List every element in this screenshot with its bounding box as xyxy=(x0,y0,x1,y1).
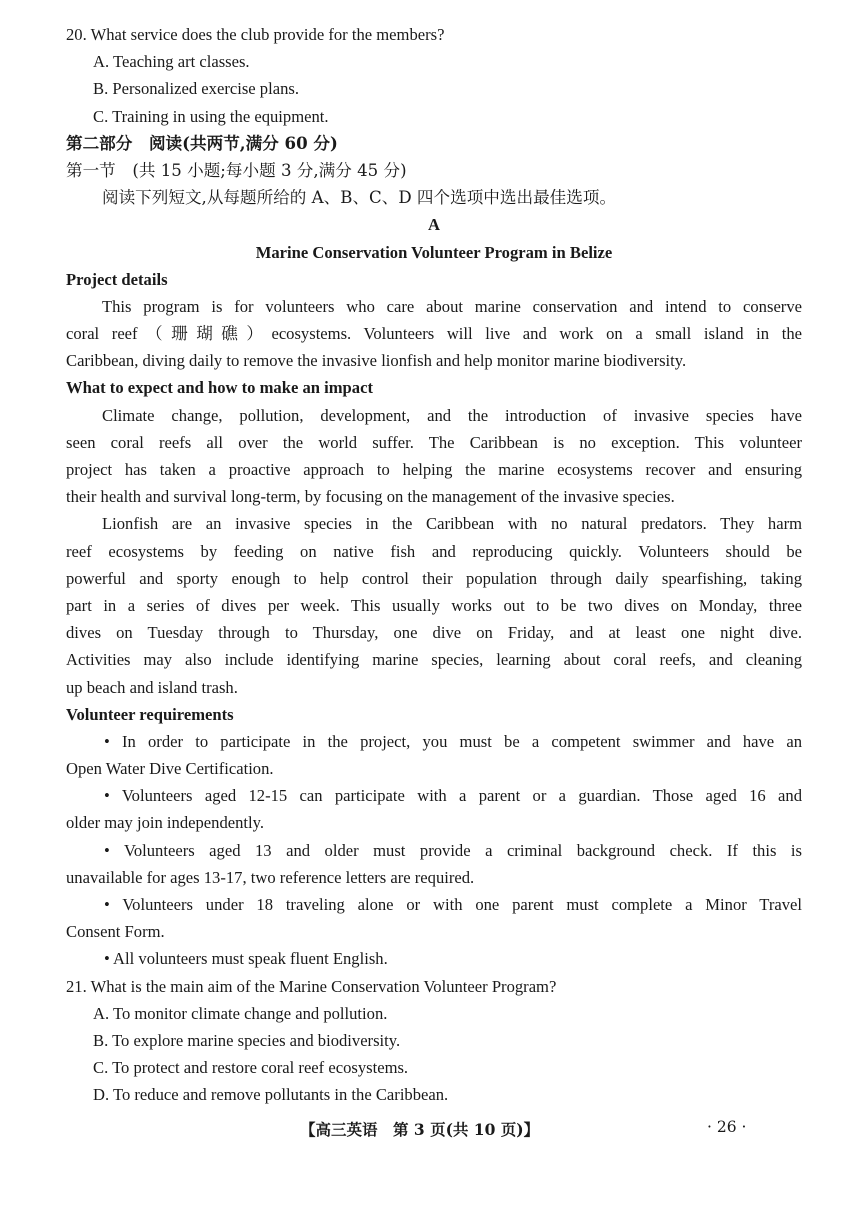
q20-option-b: B. Personalized exercise plans. xyxy=(93,79,299,99)
passage-letter: A xyxy=(428,215,440,235)
paragraph-line: seen coral reefs all over the world suffer. The Caribbean is no exception. This volunteer xyxy=(66,432,802,452)
section1-heading: 第一节 (共 15 小题;每小题 3 分,满分 45 分) xyxy=(66,160,407,180)
paragraph-line: their health and survival long-term, by focusing on the management of the invasive species. xyxy=(66,487,675,507)
paragraph-line: reef ecosystems by feeding on native fish and reproducing quickly. Volunteers should be xyxy=(66,541,802,561)
paragraph-line: project has taken a proactive approach to helping the marine ecosystems recover and ensuring xyxy=(66,460,802,479)
paragraph-line: This program is for volunteers who care about marine conservation and intend to conserve xyxy=(102,296,802,316)
q21-option-b: B. To explore marine species and biodiversity. xyxy=(93,1030,401,1050)
exam-page xyxy=(66,21,802,1109)
paragraph-line: part in a series of dives per week. This usually works out to be two dives on Monday, three xyxy=(66,595,802,615)
paragraph-line: coral reef（珊瑚礁）ecosystems. Volunteers will live and work on a small island in the xyxy=(66,324,802,344)
q20-stem: 20. What service does the club provide for the members? xyxy=(66,25,445,44)
requirement-line: • Volunteers aged 13 and older must provide a criminal background check. If this is xyxy=(104,840,802,860)
section-heading-project-details: Project details xyxy=(66,269,168,289)
q20-option-a: A. Teaching art classes. xyxy=(93,52,250,72)
requirement-line: • All volunteers must speak fluent English. xyxy=(104,949,388,969)
paragraph-line: up beach and island trash. xyxy=(66,677,238,697)
paragraph-line: powerful and sporty enough to help control their population through daily spearfishing, taking xyxy=(66,568,802,588)
paragraph-line: Caribbean, diving daily to remove the invasive lionfish and help monitor marine biodiversity. xyxy=(66,351,687,371)
q20-option-c: C. Training in using the equipment. xyxy=(93,106,329,126)
q21-stem: 21. What is the main aim of the Marine Conservation Volunteer Program? xyxy=(66,976,557,996)
q21-option-c: C. To protect and restore coral reef ecosystems. xyxy=(93,1058,409,1078)
section-heading-impact: What to expect and how to make an impact xyxy=(66,378,373,398)
paragraph-line: Climate change, pollution, development, and the introduction of invasive species have xyxy=(102,405,802,425)
part2-heading: 第二部分 阅读(共两节,满分 60 分) xyxy=(66,132,338,153)
requirement-line: older may join independently. xyxy=(66,813,264,833)
footer-title: 【高三英语 第 3 页(共 10 页)】 xyxy=(300,1120,540,1139)
reading-instruction: 阅读下列短文,从每题所给的 A、B、C、D 四个选项中选出最佳选项。 xyxy=(102,188,617,208)
requirement-line: Open Water Dive Certification. xyxy=(66,759,274,779)
passage-title: Marine Conservation Volunteer Program in Belize xyxy=(255,242,613,262)
q21-option-a: A. To monitor climate change and pollution. xyxy=(93,1003,388,1023)
requirement-line: Consent Form. xyxy=(66,922,165,942)
q21-option-d: D. To reduce and remove pollutants in the Caribbean. xyxy=(93,1085,449,1105)
requirement-line: unavailable for ages 13-17, two reference letters are required. xyxy=(66,867,475,887)
page-footer xyxy=(0,1118,868,1146)
paragraph-line: Lionfish are an invasive species in the Caribbean with no natural predators. They harm xyxy=(102,514,802,534)
requirement-line: • In order to participate in the project, you must be a competent swimmer and have an xyxy=(104,731,802,751)
paragraph-line: Activities may also include identifying marine species, learning about coral reefs, and cleaning xyxy=(66,650,802,670)
requirement-line: • Volunteers under 18 traveling alone or with one parent must complete a Minor Travel xyxy=(104,895,802,914)
paragraph-line: dives on Tuesday through to Thursday, one dive on Friday, and at least one night dive. xyxy=(66,623,802,643)
section-heading-requirements: Volunteer requirements xyxy=(66,704,234,724)
requirement-line: • Volunteers aged 12-15 can participate with a parent or a guardian. Those aged 16 and xyxy=(104,786,802,806)
page-number: · 26 · xyxy=(707,1118,747,1136)
